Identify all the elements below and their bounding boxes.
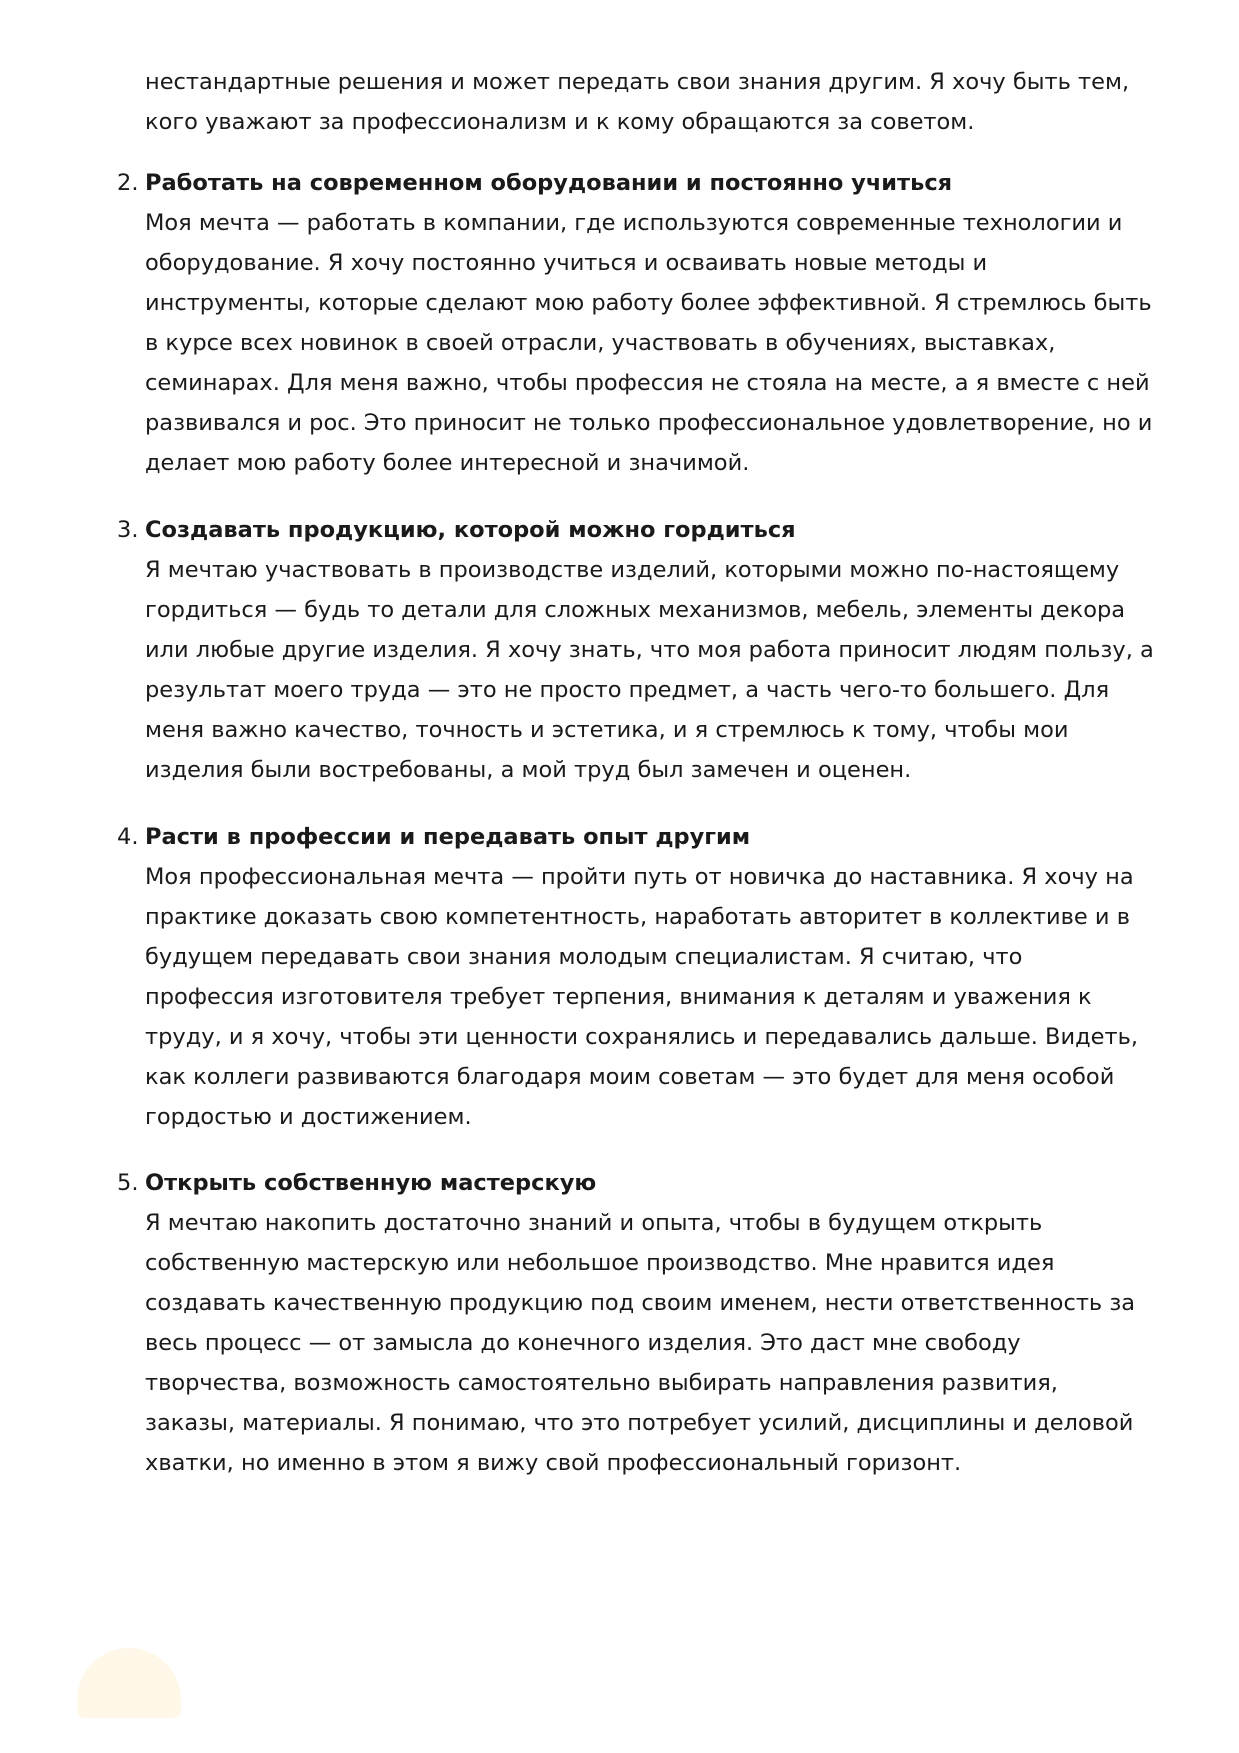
list-item-body: Я мечтаю накопить достаточно знаний и опыта, чтобы в будущем открыть собственную мастерскую или небольшое производство. Мне нравится идея создавать качественную продукцию под своим именем, нести ответственность за весь процесс — от замысла до конечного изделия. Это даст мне свободу творчества, возможность самостоятельно выбирать направления развития, заказы, материалы. Я понимаю, что это потребует усилий, дисциплины и деловой хватки, но именно в этом я вижу свой профессиональный горизонт. [145,1210,1136,1476]
list-item-number: 5. [117,1170,139,1196]
list-item-number: 2. [117,170,139,196]
list-item-number: 4. [117,824,139,850]
list-item-title: Открыть собственную мастерскую [145,1170,597,1196]
intro-paragraph: нестандартные решения и может передать свои знания другим. Я хочу быть тем, кого уважают за профессионализм и к кому обращаются за советом. [145,69,1130,135]
list-item-body: Моя мечта — работать в компании, где используются современные технологии и оборудование. Я хочу постоянно учиться и осваивать новые методы и инструменты, которые сделают мою работу более эффективной. Я стремлюсь быть в курсе всех новинок в своей отрасли, участвовать в обучениях, выставках, семинарах. Для меня важно, чтобы профессия не стояла на месте, а я вместе с ней развивался и рос. Это приносит не только профессиональное удовлетворение, но и делает мою работу более интересной и значимой. [145,210,1153,476]
list-item [117,1163,1155,1483]
list-item-title: Расти в профессии и передавать опыт другим [145,824,751,850]
list-item-body: Я мечтаю участвовать в производстве изделий, которыми можно по-настоящему гордиться — будь то детали для сложных механизмов, мебель, элементы декора или любые другие изделия. Я хочу знать, что моя работа приносит людям пользу, а результат моего труда — это не просто предмет, а часть чего-то большего. Для меня важно качество, точность и эстетика, и я стремлюсь к тому, чтобы мои изделия были востребованы, а мой труд был замечен и оценен. [145,557,1154,783]
list-item-body: Моя профессиональная мечта — пройти путь от новичка до наставника. Я хочу на практике доказать свою компетентность, наработать авторитет в коллективе и в будущем передавать свои знания молодым специалистам. Я считаю, что профессия изготовителя требует терпения, внимания к деталям и уважения к труду, и я хочу, чтобы эти ценности сохранялись и передавались дальше. Видеть, как коллеги развиваются благодаря моим советам — это будет для меня особой гордостью и достижением. [145,864,1139,1130]
list-item [117,510,1155,790]
list-item-title: Создавать продукцию, которой можно гордиться [145,517,796,543]
list-item-number: 3. [117,517,139,543]
list-item [117,817,1155,1137]
decorative-blob [77,1648,181,1718]
list-item [117,163,1155,483]
list-item-title: Работать на современном оборудовании и постоянно учиться [145,170,953,196]
